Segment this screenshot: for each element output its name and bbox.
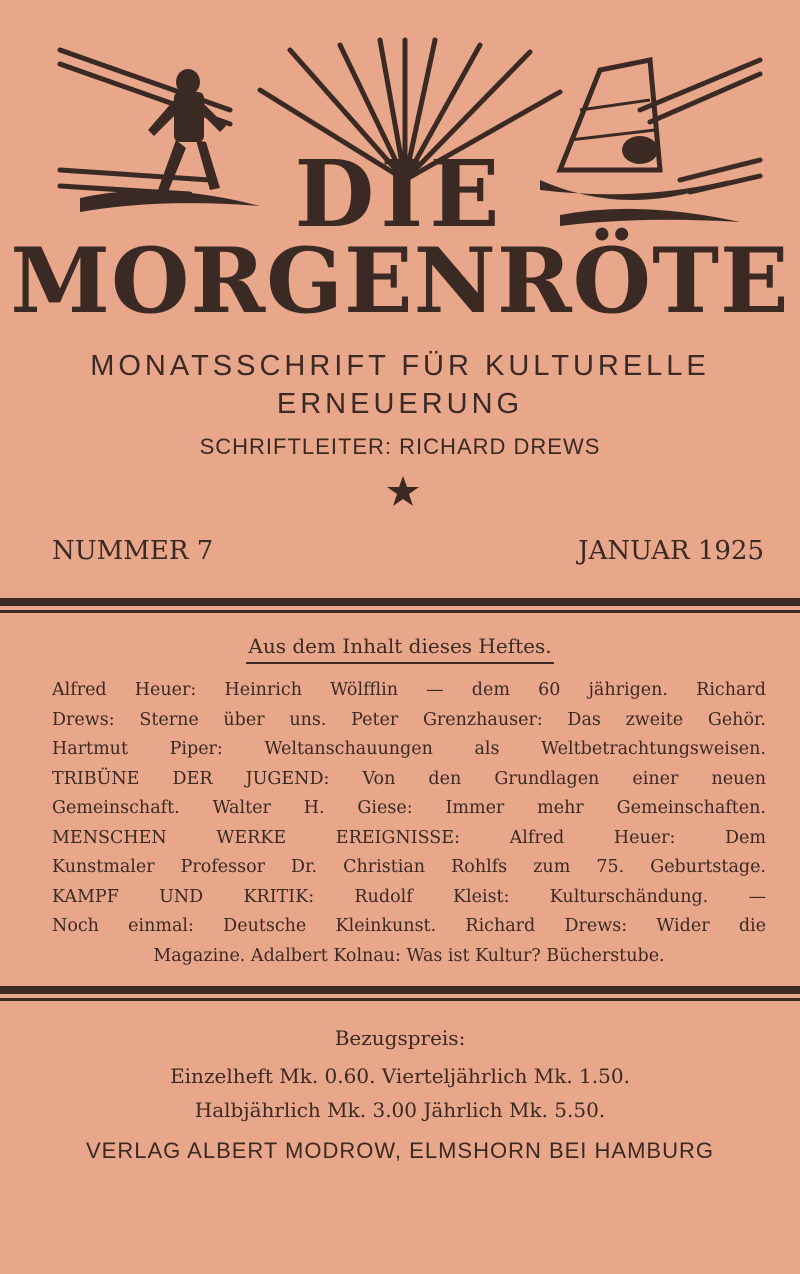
editor-credit: SCHRIFTLEITER: RICHARD DREWS (199, 434, 601, 459)
contents-line: Drews: Sterne über uns. Peter Grenzhauser: Das zweite Gehör. (52, 709, 766, 730)
contents-heading-text: Aus dem Inhalt dieses Heftes. (246, 634, 553, 664)
subtitle-line-2: ERNEUERUNG (276, 388, 524, 420)
pricing-heading: Bezugspreis: (334, 1026, 466, 1050)
pricing-line-1: Einzelheft Mk. 0.60. Vierteljährlich Mk. 1.50. (170, 1064, 630, 1088)
contents-line: MENSCHEN WERKE EREIGNISSE: Alfred Heuer: Dem (52, 827, 766, 848)
divider-rule-bottom (0, 986, 800, 1001)
contents-line: Kunstmaler Professor Dr. Christian Rohlfs zum 75. Geburtstage. (52, 857, 766, 877)
issue-number: NUMMER 7 (52, 536, 214, 566)
masthead-title-morgenroete: MORGENRÖTE (10, 228, 790, 334)
star-ornament-icon (385, 474, 421, 510)
contents-line: KAMPF UND KRITIK: Rudolf Kleist: Kulturschändung. — (52, 886, 766, 907)
subtitle-line-1: MONATSSCHRIFT FÜR KULTURELLE (90, 350, 710, 382)
contents-line: Hartmut Piper: Weltanschauungen als Weltbetrachtungsweisen. (52, 739, 766, 759)
contents-line: Alfred Heuer: Heinrich Wölfflin — dem 60 jährigen. Richard (52, 680, 766, 700)
contents-line: Magazine. Adalbert Kolnau: Was ist Kultur? Bücherstube. (153, 945, 665, 966)
contents-line: Noch einmal: Deutsche Kleinkunst. Richard Drews: Wider die (52, 916, 766, 936)
masthead-title-die: DIE (294, 140, 506, 248)
divider-rule-top (0, 598, 800, 613)
contents-list (52, 676, 766, 971)
contents-line: Gemeinschaft. Walter H. Giese: Immer mehr Gemeinschaften. (52, 798, 766, 818)
issue-date: JANUAR 1925 (578, 536, 764, 566)
contents-line: TRIBÜNE DER JUGEND: Von den Grundlagen einer neuen (52, 768, 766, 789)
pricing-line-2: Halbjährlich Mk. 3.00 Jährlich Mk. 5.50. (194, 1098, 606, 1122)
publisher-line: VERLAG ALBERT MODROW, ELMSHORN BEI HAMBURG (86, 1138, 714, 1163)
contents-heading (0, 634, 800, 658)
